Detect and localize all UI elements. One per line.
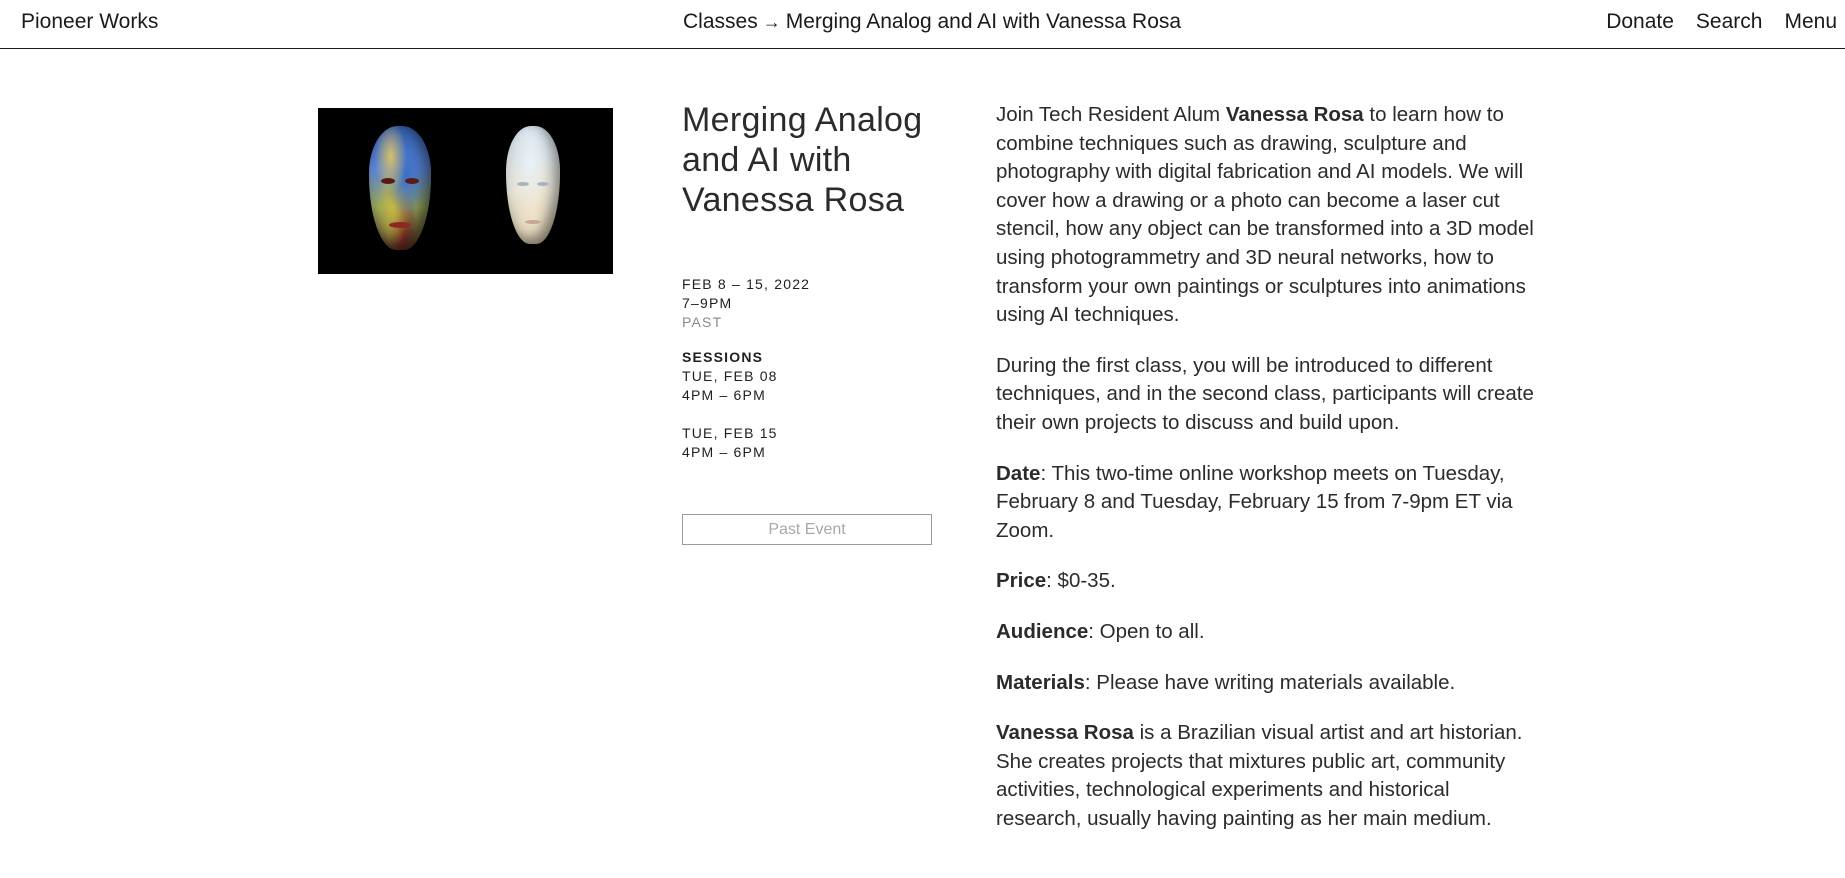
brand-logo-link[interactable]: Pioneer Works xyxy=(21,10,159,33)
bio-paragraph: Vanessa Rosa is a Brazilian visual artist and art historian. She creates projects that mixtures public art, community activities, technological experiments and historical research, usually having painting as her main medium. xyxy=(996,721,1523,830)
session-time: 4PM – 6PM xyxy=(682,387,766,403)
intro-paragraph: Join Tech Resident Alum Vanessa Rosa to learn how to combine techniques such as drawing, sculpture and photography with digital fabrication and AI models. We will cover how a drawing or a photo can become a laser cut stencil, how any object can be transformed into a 3D model using photogrammetry and 3D neural networks, how to transform your own paintings or sculptures into animations using AI techniques. xyxy=(996,103,1534,327)
session-item xyxy=(682,424,942,462)
event-description xyxy=(996,101,1536,855)
breadcrumb-current: Merging Analog and AI with Vanessa Rosa xyxy=(785,10,1182,33)
breadcrumb xyxy=(683,10,1181,34)
materials-paragraph: Materials: Please have writing materials available. xyxy=(996,670,1456,694)
event-date-range: FEB 8 – 15, 2022 xyxy=(682,276,811,292)
date-paragraph: Date: This two-time online workshop meets on Tuesday, February 8 and Tuesday, February 15 from 7-9pm ET via Zoom. xyxy=(996,461,1513,542)
breadcrumb-classes-link[interactable]: Classes xyxy=(683,10,758,33)
event-meta xyxy=(682,275,942,462)
session-day: TUE, FEB 08 xyxy=(682,368,778,384)
event-title: Merging Analog and AI with Vanessa Rosa xyxy=(682,101,923,219)
sessions-heading: SESSIONS xyxy=(682,349,764,365)
price-paragraph: Price: $0-35. xyxy=(996,569,1116,593)
menu-button[interactable]: Menu xyxy=(1784,10,1837,33)
past-event-button[interactable]: Past Event xyxy=(682,514,932,545)
session-time: 4PM – 6PM xyxy=(682,444,766,460)
event-image xyxy=(318,108,613,274)
donate-link[interactable]: Donate xyxy=(1606,10,1674,33)
session-item xyxy=(682,367,942,405)
arrow-right-icon: → xyxy=(762,11,781,32)
search-link[interactable]: Search xyxy=(1695,10,1763,33)
painted-mask-figure xyxy=(369,126,431,250)
white-mask-figure xyxy=(506,126,560,244)
audience-paragraph: Audience: Open to all. xyxy=(996,619,1205,643)
structure-paragraph: During the first class, you will be introduced to different techniques, and in the second class, participants will create their own projects to discuss and build upon. xyxy=(996,353,1534,434)
artist-name: Vanessa Rosa xyxy=(1225,103,1364,126)
utility-nav xyxy=(1606,10,1845,34)
event-time: 7–9PM xyxy=(682,295,733,311)
top-nav-bar xyxy=(0,0,1845,49)
event-status: PAST xyxy=(682,314,723,330)
session-day: TUE, FEB 15 xyxy=(682,425,778,441)
